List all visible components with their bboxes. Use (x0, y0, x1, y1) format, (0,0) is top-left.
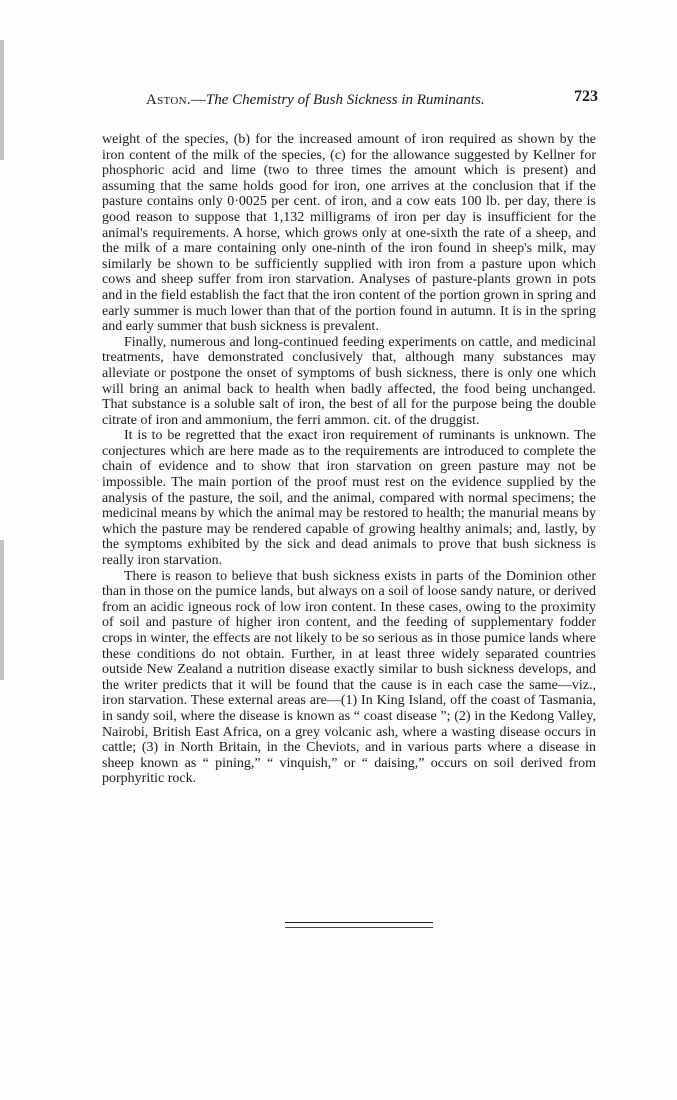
page-content (102, 88, 596, 787)
header-author: Aston. (146, 92, 191, 108)
paragraph: It is to be regretted that the exact iron requirement of ruminants is unknown. The conjectures which are here made as to the requirements are introduced to complete the chain of evidence and to show that iron starvation on green pasture may not be impossible. The main portion of the proof must rest on the evidence supplied by the analysis of the pasture, the soil, and the animal, compared with normal specimens; the medicinal means by which the animal may be restored to health; the manurial means by which the pasture may be rendered capable of growing healthy animals; and, lastly, by the symptoms exhibited by the sick and dead animals to prove that bush sickness is really iron starvation. (102, 428, 596, 569)
header-separator: — (190, 92, 206, 108)
running-header (102, 88, 596, 114)
page-number: 723 (574, 88, 598, 105)
running-head (146, 92, 485, 109)
section-end-rule (285, 922, 433, 923)
paragraph: There is reason to believe that bush sickness exists in parts of the Dominion other than in those on the pumice lands, but always on a soil of loose sandy nature, or derived from an acidic igneous rock of low iron content. In these cases, owing to the proximity of soil and pasture of higher iron content, and the feeding of supplementary fodder crops in winter, the effects are not likely to be so serious as in those pumice lands where these conditions do not obtain. Further, in at least three widely separated countries outside New Zealand a nutrition disease exactly similar to bush sickness develops, and the writer predicts that it will be found that the cause is in each case the same—viz., iron starvation. These external areas are—(1) In King Island, off the coast of Tasmania, in sandy soil, where the disease is known as “ coast disease ”; (2) in the Kedong Valley, Nairobi, British East Africa, on a grey volcanic ash, where a wasting disease occurs in cattle; (3) in North Britain, in the Cheviots, and in various parts where a disease in sheep known as “ pining,” “ vinquish,” or “ daising,” occurs on soil derived from porphyritic rock. (102, 568, 596, 787)
header-title: The Chemistry of Bush Sickness in Ruminants. (205, 92, 485, 108)
section-end-rule (285, 927, 433, 928)
paragraph: Finally, numerous and long-continued feeding experiments on cattle, and medicinal treatments, have demonstrated conclusively that, although many substances may alleviate or postpone the onset of symptoms of bush sickness, there is only one which will bring an animal back to health when badly affected, the food being unchanged. That substance is a soluble salt of iron, the best of all for the purpose being the double citrate of iron and ammonium, the ferri ammon. cit. of the druggist. (102, 334, 596, 428)
body-text (102, 132, 596, 787)
scan-edge-mark (0, 40, 4, 160)
paragraph: weight of the species, (b) for the increased amount of iron required as shown by the iron content of the milk of the species, (c) for the allowance suggested by Kellner for phosphoric acid and lime (two to three times the amount which is present) and assuming that the same holds good for iron, one arrives at the conclusion that if the pasture contains only 0·0025 per cent. of iron, and a cow eats 100 lb. per day, there is good reason to suppose that 1,132 milligrams of iron per day is insufficient for the animal's requirements. A horse, which grows only at one-sixth the rate of a sheep, and the milk of a mare containing only one-ninth of the iron found in sheep's milk, may similarly be shown to be sufficiently supplied with iron from a pasture upon which cows and sheep suffer from iron starvation. Analyses of pasture-plants grown in pots and in the field establish the fact that the iron content of the portion grown in spring and early summer is much lower than that of the portion found in autumn. It is in the spring and early summer that bush sickness is prevalent. (102, 132, 596, 335)
scan-edge-mark (0, 540, 4, 680)
